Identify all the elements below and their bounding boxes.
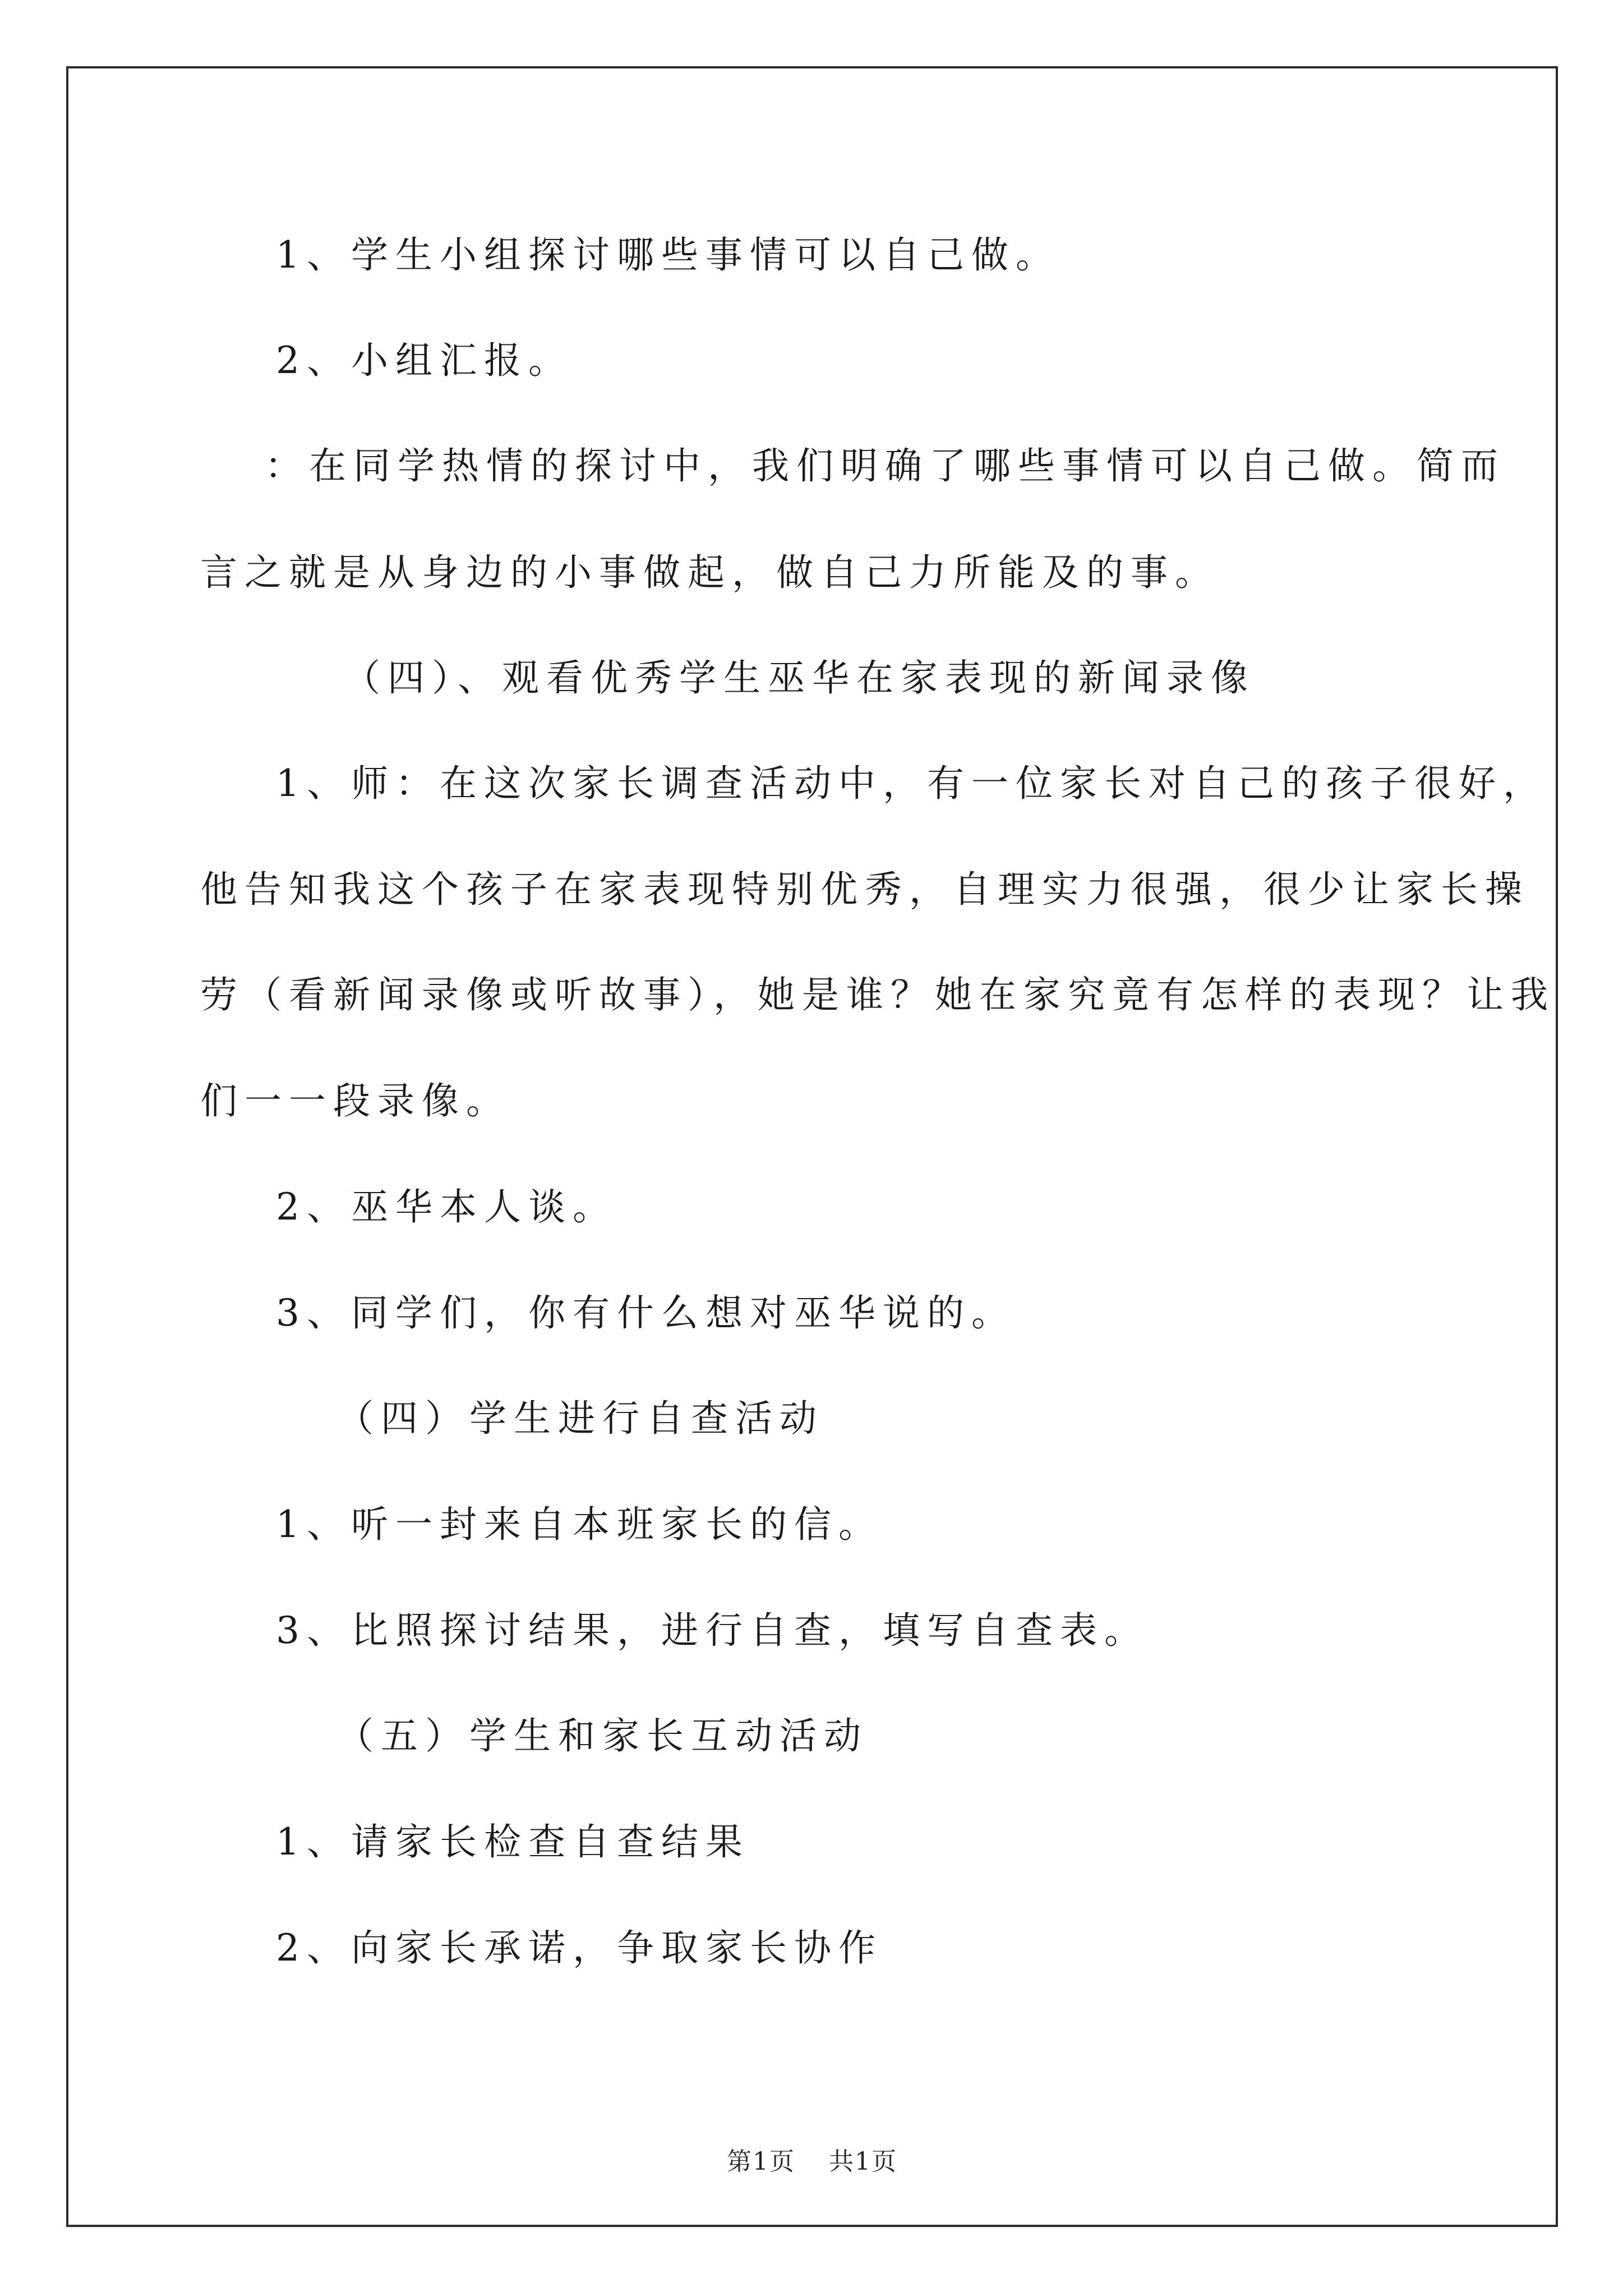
paragraph-6: 3、同学们，你有什么想对巫华说的。 (276, 1291, 1016, 1335)
section-heading-5: （五）学生和家长互动活动 (336, 1714, 868, 1757)
page-footer (68, 2147, 1556, 2176)
paragraph-5: 2、巫华本人谈。 (276, 1185, 617, 1228)
paragraph-4-line-1: 1、师：在这次家长调查活动中，有一位家长对自己的孩子很好， (276, 762, 1547, 805)
page-number-current: 第1页 (727, 2147, 795, 2176)
paragraph-2: 2、小组汇报。 (276, 339, 573, 382)
paragraph-3-line-1: ：在同学热情的探讨中，我们明确了哪些事情可以自己做。简而 (265, 444, 1505, 487)
paragraph-8: 3、比照探讨结果，进行自查，填写自查表。 (276, 1609, 1149, 1652)
paragraph-10: 2、向家长承诺，争取家长协作 (276, 1926, 883, 1970)
paragraph-4-line-4: 们一一段录像。 (200, 1079, 510, 1122)
paragraph-4-line-2: 他告知我这个孩子在家表现特别优秀，自理实力很强，很少让家长操 (200, 868, 1529, 911)
paragraph-9: 1、请家长检查自查结果 (276, 1820, 750, 1864)
page-frame (66, 66, 1558, 2227)
page-number-total: 共1页 (829, 2147, 897, 2176)
section-heading-4a: （四）、观看优秀学生巫华在家表现的新闻录像 (343, 656, 1255, 700)
paragraph-3-line-2: 言之就是从身边的小事做起，做自己力所能及的事。 (200, 551, 1219, 594)
paragraph-7: 1、听一封来自本班家长的信。 (276, 1503, 883, 1546)
paragraph-1: 1、学生小组探讨哪些事情可以自己做。 (276, 233, 1060, 277)
paragraph-4-line-3: 劳（看新闻录像或听故事），她是谁？她在家究竟有怎样的表现？让我 (200, 973, 1555, 1016)
document-body (68, 68, 1556, 2225)
section-heading-4b: （四）学生进行自查活动 (336, 1397, 824, 1440)
